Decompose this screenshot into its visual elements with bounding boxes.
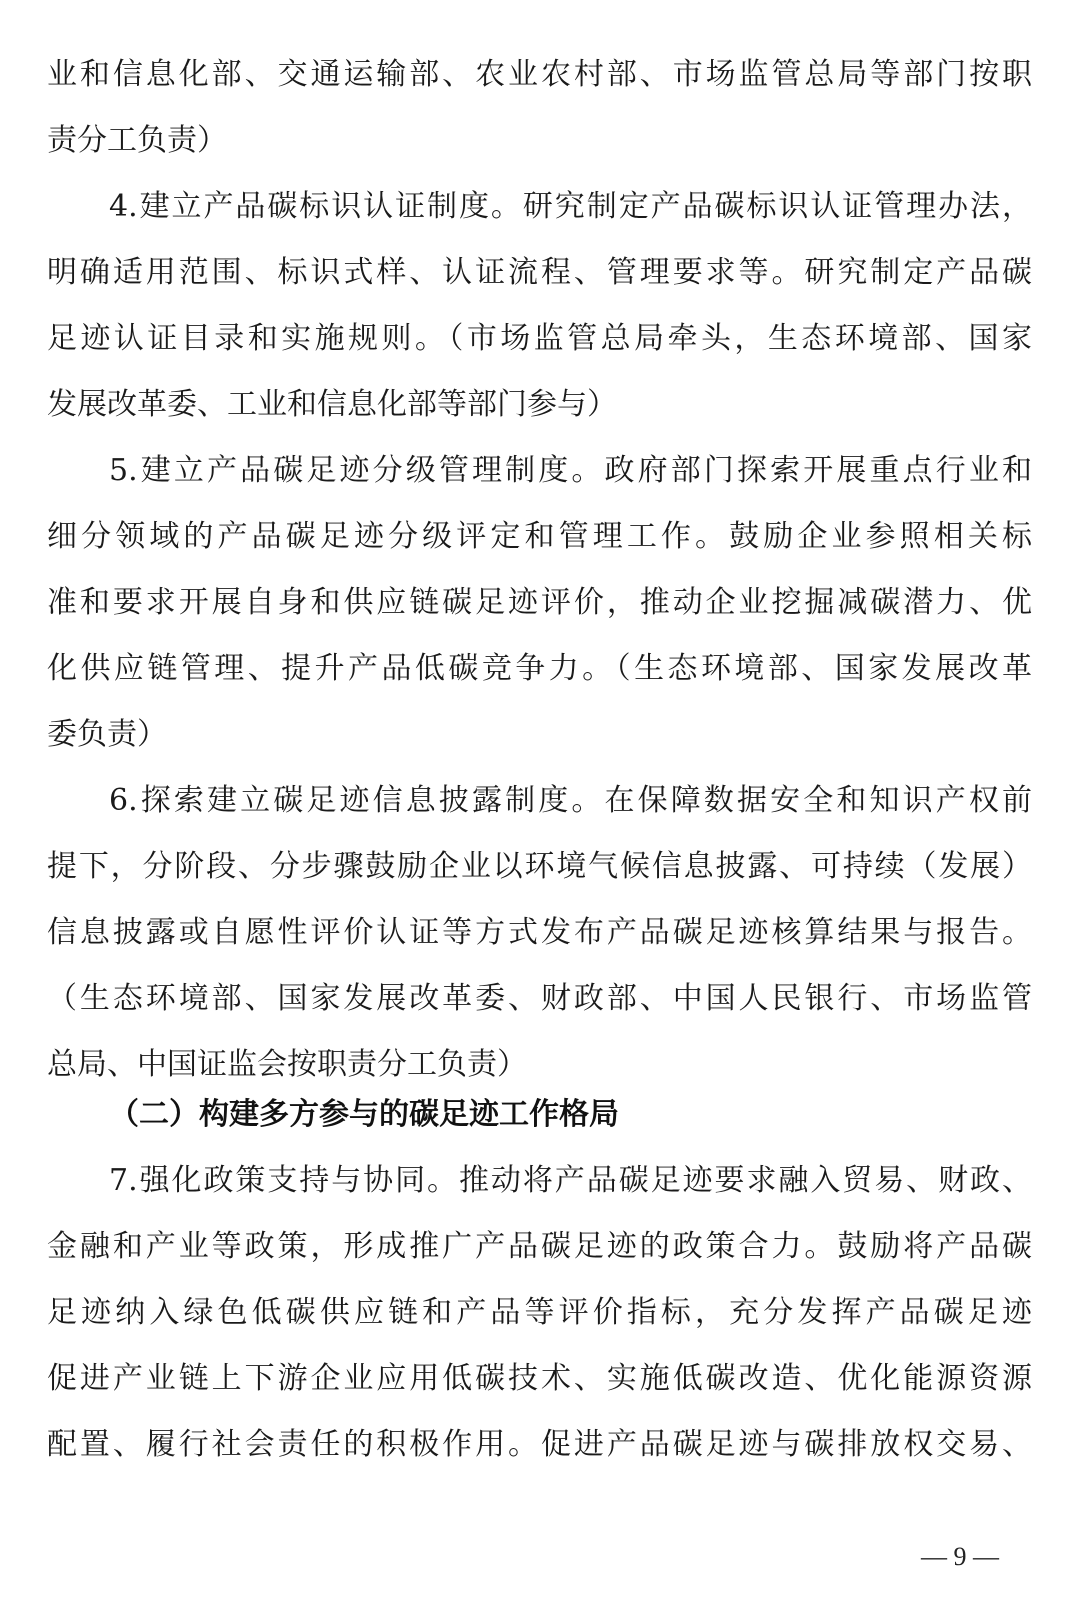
text-line: 信息披露或自愿性评价认证等方式发布产品碳足迹核算结果与报告。 [47, 915, 1032, 950]
page-number: — 9 — [921, 1542, 999, 1571]
text-line: （生态环境部、国家发展改革委、财政部、中国人民银行、市场监管 [47, 981, 1032, 1016]
text-line: 责分工负责） [47, 123, 227, 158]
paragraph-item-6-start: 6.探索建立碳足迹信息披露制度。在保障数据安全和知识产权前 [109, 783, 1032, 818]
section-heading: （二）构建多方参与的碳足迹工作格局 [109, 1097, 619, 1132]
text-line: 提下，分阶段、分步骤鼓励企业以环境气候信息披露、可持续（发展） [47, 849, 1032, 884]
paragraph-item-7-start: 7.强化政策支持与协同。推动将产品碳足迹要求融入贸易、财政、 [109, 1163, 1032, 1198]
text-line: 化供应链管理、提升产品低碳竞争力。（生态环境部、国家发展改革 [47, 651, 1032, 686]
paragraph-item-4-start: 4.建立产品碳标识认证制度。研究制定产品碳标识认证管理办法， [109, 189, 1032, 224]
text-line: 准和要求开展自身和供应链碳足迹评价，推动企业挖掘减碳潜力、优 [47, 585, 1032, 620]
text-line: 委负责） [47, 717, 167, 752]
text-line: 足迹认证目录和实施规则。（市场监管总局牵头，生态环境部、国家 [47, 321, 1032, 356]
text-line: 发展改革委、工业和信息化部等部门参与） [47, 387, 617, 422]
paragraph-item-5-start: 5.建立产品碳足迹分级管理制度。政府部门探索开展重点行业和 [109, 453, 1032, 488]
text-line: 促进产业链上下游企业应用低碳技术、实施低碳改造、优化能源资源 [47, 1361, 1032, 1396]
text-line: 明确适用范围、标识式样、认证流程、管理要求等。研究制定产品碳 [47, 255, 1032, 290]
text-line: 业和信息化部、交通运输部、农业农村部、市场监管总局等部门按职 [47, 57, 1032, 92]
text-line: 细分领域的产品碳足迹分级评定和管理工作。鼓励企业参照相关标 [47, 519, 1032, 554]
text-line: 金融和产业等政策，形成推广产品碳足迹的政策合力。鼓励将产品碳 [47, 1229, 1032, 1264]
text-line: 足迹纳入绿色低碳供应链和产品等评价指标，充分发挥产品碳足迹 [47, 1295, 1032, 1330]
text-line: 配置、履行社会责任的积极作用。促进产品碳足迹与碳排放权交易、 [47, 1427, 1032, 1462]
text-line: 总局、中国证监会按职责分工负责） [47, 1047, 527, 1082]
